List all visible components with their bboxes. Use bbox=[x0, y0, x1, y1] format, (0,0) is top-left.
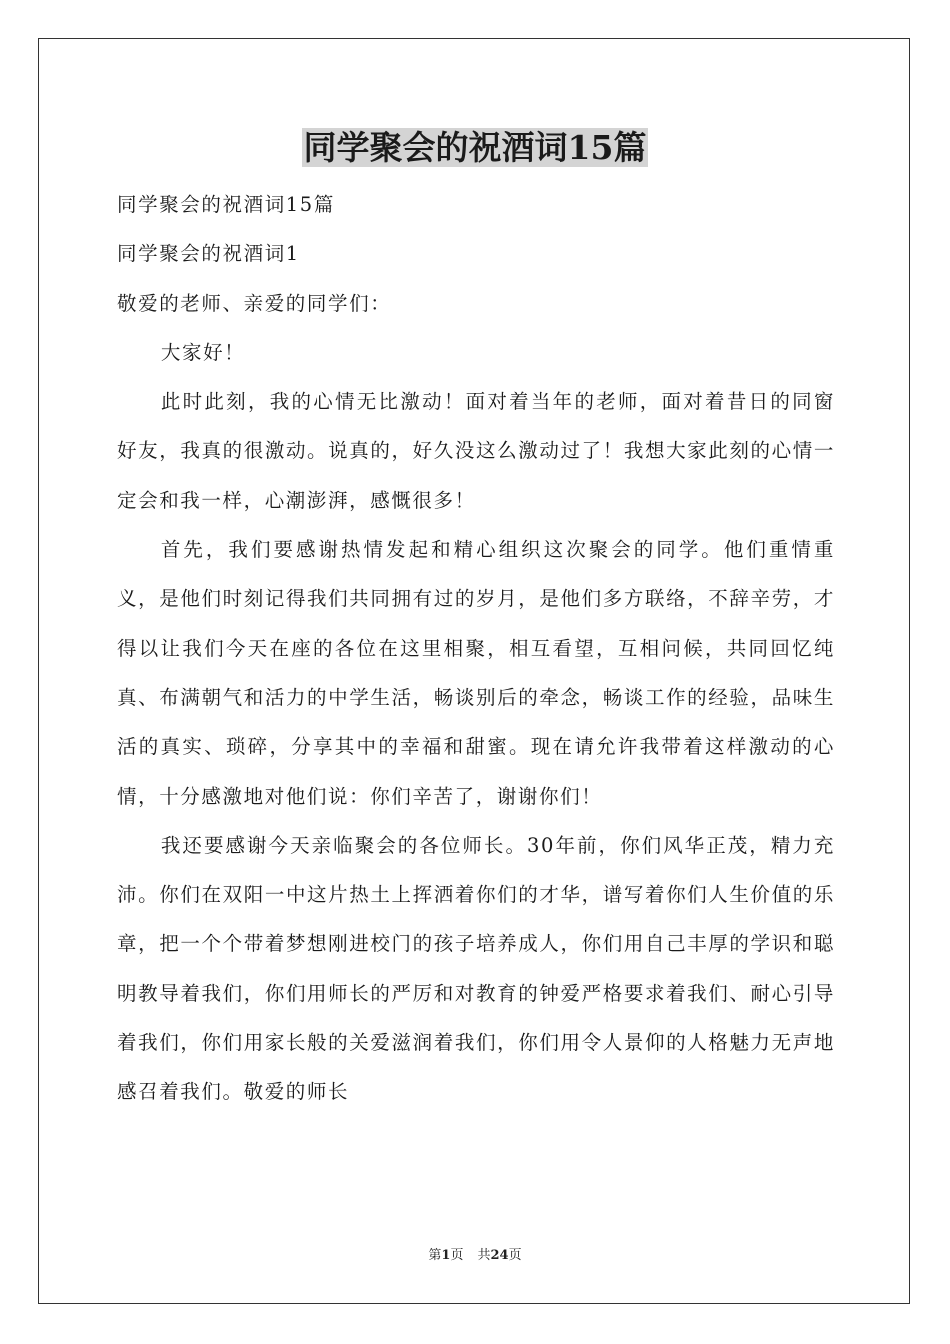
total-prefix: 共 bbox=[477, 1248, 491, 1263]
paragraph: 我还要感谢今天亲临聚会的各位师长。30年前，你们风华正茂，精力充沛。你们在双阳一中这片热土上挥洒着你们的才华，谱写着你们人生价值的乐章，把一个个带着梦想刚进校门的孩子培养成人，你们用自己丰厚的学识和聪明教导着我们，你们用师长的严厉和对教育的钟爱严格要求着我们、耐心引导着我们，你们用家长般的关爱滋润着我们，你们用令人景仰的人格魅力无声地感召着我们。敬爱的师长 bbox=[117, 833, 835, 1104]
page-footer bbox=[0, 1244, 950, 1263]
page-suffix: 页 bbox=[450, 1248, 464, 1263]
total-suffix: 页 bbox=[508, 1248, 522, 1263]
page-prefix: 第 bbox=[428, 1248, 442, 1263]
document-title bbox=[0, 126, 950, 170]
paragraph: 同学聚会的祝酒词15篇 bbox=[117, 193, 335, 216]
document-title-text: 同学聚会的祝酒词15篇 bbox=[303, 128, 647, 167]
document-body bbox=[117, 180, 835, 1117]
page-number: 1 bbox=[441, 1248, 451, 1263]
paragraph: 敬爱的老师、亲爱的同学们： bbox=[117, 291, 392, 315]
paragraph: 大家好！ bbox=[160, 340, 246, 364]
paragraph: 首先，我们要感谢热情发起和精心组织这次聚会的同学。他们重情重义，是他们时刻记得我们共同拥有过的岁月，是他们多方联络，不辞辛劳，才得以让我们今天在座的各位在这里相聚，相互看望，互相问候，共同回忆纯真、布满朝气和活力的中学生活，畅谈别后的牵念，畅谈工作的经验，品味生活的真实、琐碎，分享其中的幸福和甜蜜。现在请允许我带着这样激动的心情，十分感激地对他们说：你们辛苦了，谢谢你们！ bbox=[117, 538, 835, 808]
paragraph: 此时此刻，我的心情无比激动！面对着当年的老师，面对着昔日的同窗好友，我真的很激动。说真的，好久没这么激动过了！我想大家此刻的心情一定会和我一样，心潮澎湃，感慨很多！ bbox=[117, 390, 835, 512]
paragraph: 同学聚会的祝酒词1 bbox=[117, 242, 300, 266]
total-pages: 24 bbox=[490, 1248, 509, 1263]
